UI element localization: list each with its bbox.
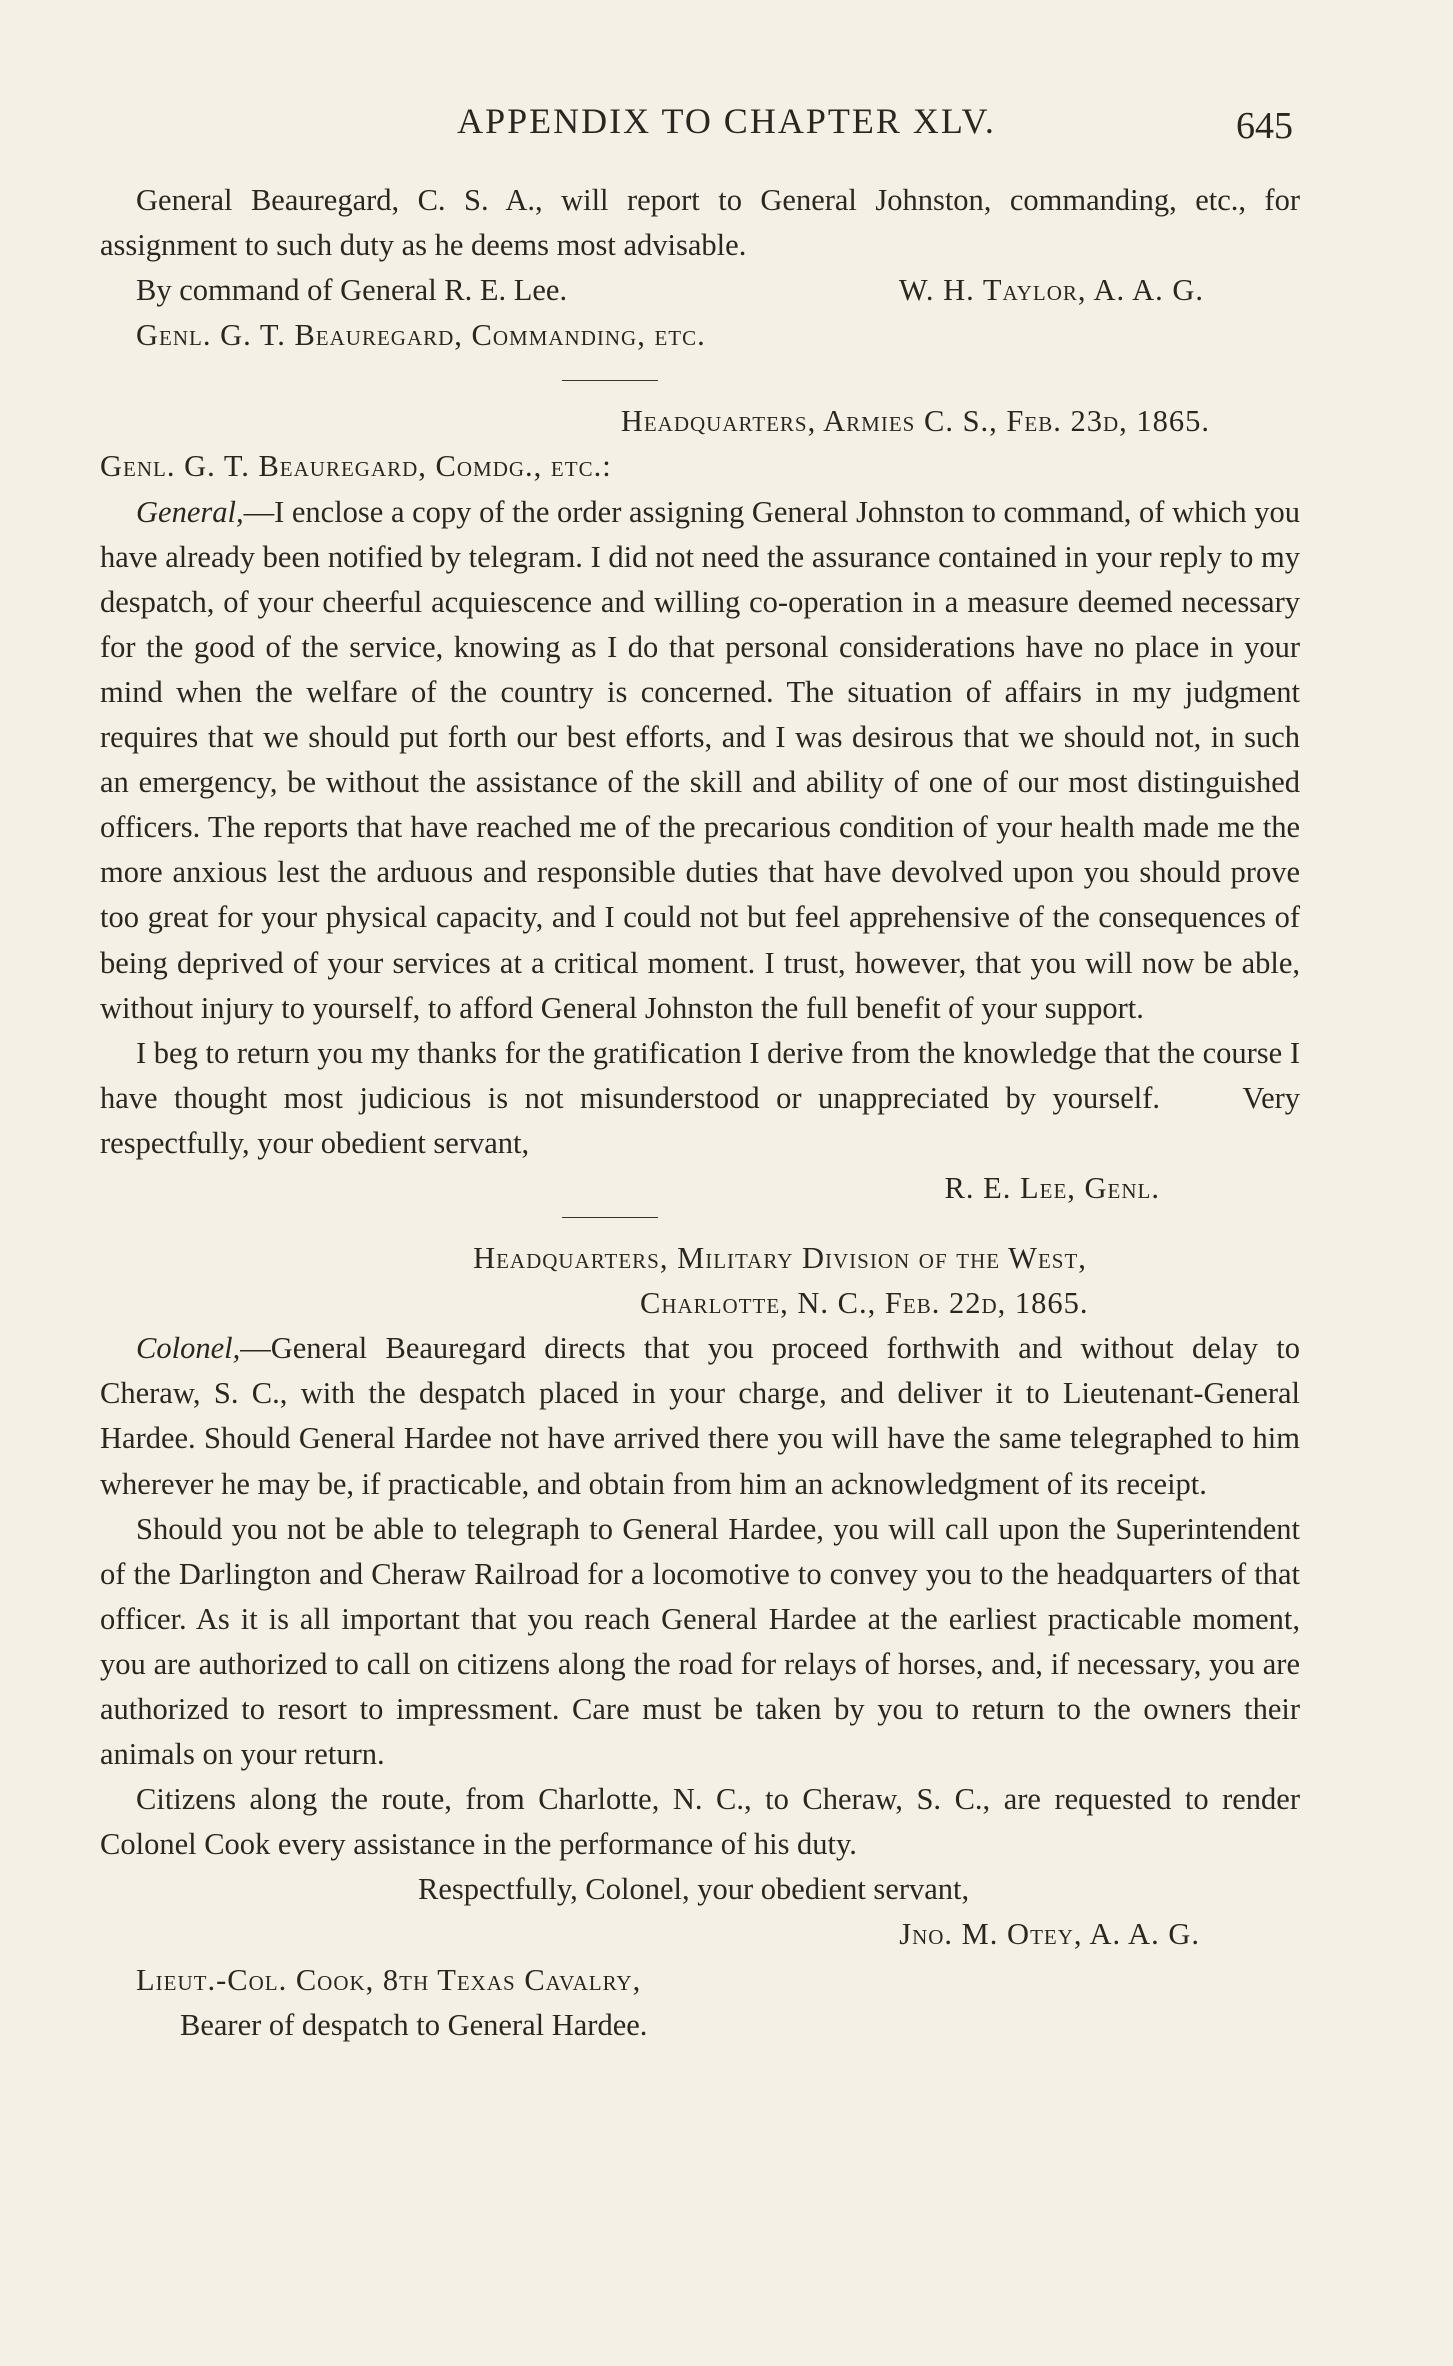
page-number: 645 — [1236, 105, 1293, 147]
letter2-p3: Citizens along the route, from Charlotte, N. C., to Cheraw, S. C., are requested to render Colonel Cook every assistance in the performance of his duty. — [100, 1782, 1300, 1862]
letter2-addressee-line2: Bearer of despatch to General Hardee. — [180, 2007, 648, 2042]
letter2-p1 — [100, 1326, 1300, 1506]
page-header — [0, 100, 1453, 150]
letter1-body2-text: I beg to return you my thanks for the gratification I derive from the knowledge that the course I have thought most judicious is not misunderstood or unappreciated by yourself. — [100, 1035, 1300, 1115]
letter2-heading-line2: Charlotte, N. C., Feb. 22d, 1865. — [640, 1286, 1089, 1321]
letter2-salutation: Colonel, — [136, 1331, 241, 1366]
letter2-heading-line1: Headquarters, Military Division of the West, — [473, 1241, 1087, 1276]
by-command-line: By command of General R. E. Lee. — [136, 273, 568, 308]
order-paragraph: General Beauregard, C. S. A., will report to General Johnston, commanding, etc., for assignment to such duty as he deems most advisable. — [100, 183, 1300, 263]
letter2-signature: Jno. M. Otey, A. A. G. — [899, 1917, 1200, 1952]
letter1-addressee: Genl. G. T. Beauregard, Comdg., etc.: — [100, 449, 612, 484]
letter1-salutation: General, — [136, 494, 244, 529]
letter1-body — [100, 490, 1300, 1031]
letter1-body-text: —I enclose a copy of the order assigning General Johnston to command, of which you have already been notified by telegram. I did not need the assurance contained in your reply to my despatch, of your cheerful acquiescence and willing co-operation in a measure deemed necessary for the good of the service, knowing as I do that personal considerations have no place in your mind when the welfare of the country is concerned. The situation of affairs in my judgment requires that we should put forth our best efforts, and I was desirous that we should not, in such an emergency, be without the assistance of the skill and ability of one of our most distinguished officers. The reports that have reached me of the precarious condition of your health made me the more anxious lest the arduous and responsible duties that have devolved upon you should prove too great for your physical capacity, and I could not but feel apprehensive of the consequences of being deprived of your services at a critical moment. I trust, however, that you will now be able, without injury to yourself, to afford General Johnston the full benefit of your support. — [100, 494, 1300, 1025]
section-divider-2 — [562, 1217, 658, 1218]
letter1-heading: Headquarters, Armies C. S., Feb. 23d, 1865. — [620, 404, 1210, 439]
order-addressee-text: Genl. G. T. Beauregard, Commanding, etc. — [136, 318, 706, 353]
letter1-body2 — [100, 1031, 1300, 1166]
letter1-signature: R. E. Lee, Genl. — [944, 1170, 1160, 1205]
letter1-closing: Very respectfully, your obedient servant, — [100, 1080, 1301, 1160]
body-text — [100, 178, 1300, 2048]
order-addressee — [100, 313, 1300, 358]
letter2-p2: Should you not be able to telegraph to General Hardee, you will call upon the Superintendent of the Darlington and Cheraw Railroad for a locomotive to convey you to the headquarters of that officer. As it is all important that you reach General Hardee at the earliest practicable moment, you are authorized to call on citizens along the road for relays of horses, and, if necessary, you are authorized to resort to impressment. Care must be taken by you to return to the owners their animals on your return. — [100, 1511, 1300, 1772]
letter2-addressee-line1 — [100, 1958, 1300, 2003]
letter2-closing: Respectfully, Colonel, your obedient servant, — [418, 1872, 970, 1907]
section-divider — [562, 380, 658, 381]
order-signature-row — [100, 268, 1300, 313]
running-head: APPENDIX TO CHAPTER XLV. — [457, 101, 996, 141]
letter2-p1-text: —General Beauregard directs that you proceed forthwith and without delay to Cheraw, S. C., with the despatch placed in your charge, and deliver it to Lieutenant-General Hardee. Should General Hardee not have arrived there you will have the same telegraphed to him wherever he may be, if practicable, and obtain from him an acknowledgment of its receipt. — [100, 1331, 1300, 1501]
letter2-addressee-line1-text: Lieut.-Col. Cook, 8th Texas Cavalry, — [136, 1962, 642, 1997]
order-signer: W. H. Taylor, A. A. G. — [898, 273, 1204, 308]
